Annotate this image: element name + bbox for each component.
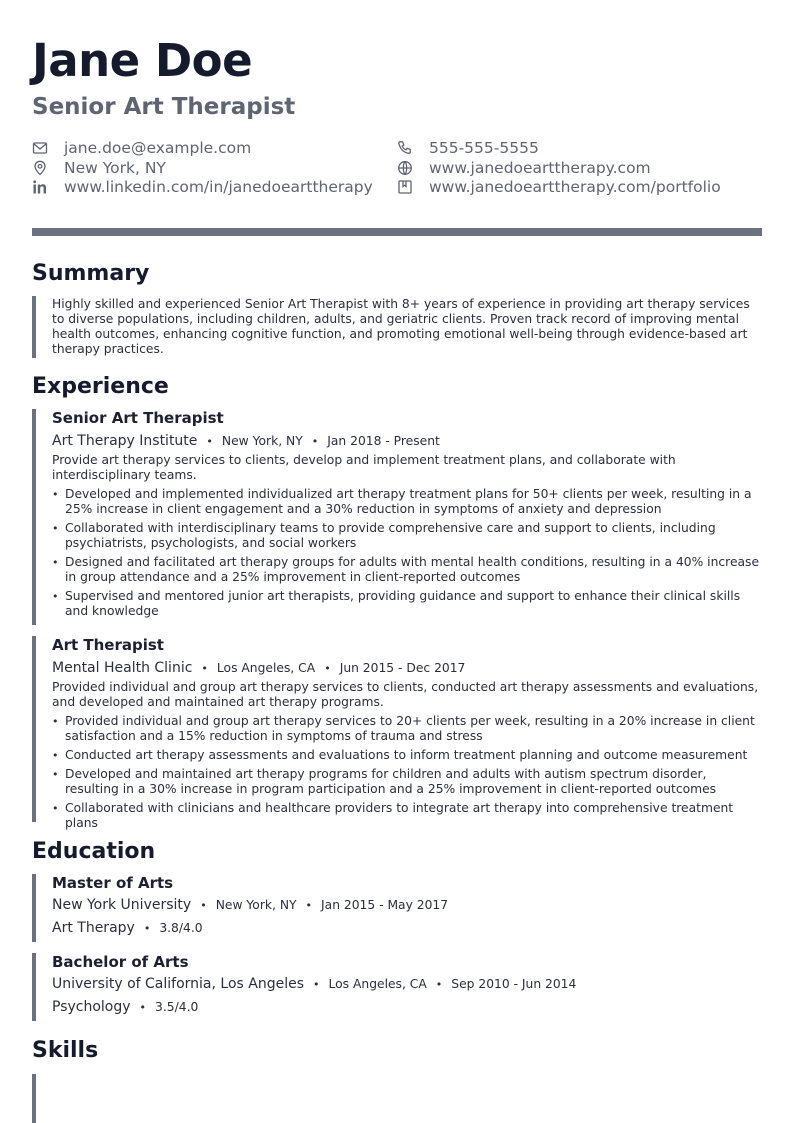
mail-icon (32, 140, 48, 156)
phone-text[interactable]: 555-555-5555 (429, 138, 539, 157)
list-item: • Collaborated with interdisciplinary teams to provide comprehensive care and support to clients, including psychiatrists, psychologists, and social workers (52, 521, 762, 551)
contact-portfolio[interactable] (397, 177, 721, 196)
job-location: New York, NY (221, 434, 303, 448)
school-location: New York, NY (215, 898, 297, 912)
website-text[interactable]: www.janedoearttherapy.com (429, 158, 651, 177)
job-description: Provided individual and group art therapy services to clients, conducted art therapy assessments and evaluations, and developed and maintained art therapy programs. (52, 680, 759, 709)
separator-dot: • (206, 435, 213, 448)
list-item: • Developed and implemented individualized art therapy treatment plans for 50+ clients per week, resulting in a 25% increase in client engagement and a 30% reduction in symptoms of anxiety and depression (52, 487, 762, 517)
field-of-study: Psychology (52, 999, 131, 1015)
contact-location (32, 158, 166, 177)
job-company: Mental Health Clinic (52, 660, 193, 676)
education-field-row (52, 998, 762, 1017)
list-item: • Designed and facilitated art therapy groups for adults with mental health conditions, resulting in a 40% increase in group attendance and a 25% improvement in client-reported outcomes (52, 555, 762, 585)
candidate-name: Jane Doe (32, 34, 253, 87)
list-item: • Developed and maintained art therapy programs for children and adults with autism spectrum disorder, resulting in a 30% increase in program participation and a 25% improvement in client-reported outcomes (52, 767, 762, 797)
separator-dot: • (200, 899, 207, 912)
job-title: Senior Art Therapist (52, 409, 224, 427)
list-item: • Conducted art therapy assessments and evaluations to inform treatment planning and outcome measurement (52, 748, 762, 763)
summary-text: Highly skilled and experienced Senior Art Therapist with 8+ years of experience in providing art therapy services to diverse populations, including children, adults, and geriatric clients. Proven track record of improving mental health outcomes, enhancing cognitive function, and promoting emotional well-being through evidence-based art therapy practices. (52, 297, 750, 356)
experience-entry (32, 636, 762, 830)
separator-dot: • (313, 978, 320, 991)
separator-dot: • (201, 662, 208, 675)
linkedin-icon (32, 179, 48, 195)
portfolio-icon (397, 179, 413, 195)
school-name: New York University (52, 897, 192, 913)
separator-dot: • (311, 435, 319, 448)
separator-dot: • (324, 662, 331, 675)
email-text[interactable]: jane.doe@example.com (64, 138, 252, 157)
separator-dot: • (305, 899, 313, 912)
globe-icon (397, 160, 413, 176)
list-item: • Supervised and mentored junior art therapists, providing guidance and support to enhance their clinical skills and knowledge (52, 589, 762, 619)
job-achievements (52, 714, 762, 831)
job-location: Los Angeles, CA (216, 661, 316, 675)
separator-dot: • (143, 922, 151, 935)
phone-icon (397, 140, 413, 156)
skills-heading: Skills (32, 1038, 99, 1063)
job-achievements (52, 487, 762, 619)
education-dates: Sep 2010 - Jun 2014 (451, 977, 577, 991)
job-description: Provide art therapy services to clients, develop and implement treatment plans, and collaborate with interdisciplinary teams. (52, 453, 676, 482)
field-of-study: Art Therapy (52, 920, 135, 936)
education-meta (52, 896, 762, 915)
education-field-row (52, 919, 762, 938)
contact-website[interactable] (397, 158, 651, 177)
gpa: 3.8/4.0 (159, 921, 203, 935)
list-item: • Collaborated with clinicians and healthcare providers to integrate art therapy into comprehensive treatment plans (52, 801, 762, 831)
degree-title: Bachelor of Arts (52, 953, 189, 971)
job-dates: Jan 2018 - Present (327, 434, 440, 448)
summary-heading: Summary (32, 261, 150, 286)
candidate-title: Senior Art Therapist (32, 94, 296, 120)
map-pin-icon (32, 160, 48, 176)
location-text: New York, NY (64, 158, 166, 177)
education-dates: Jan 2015 - May 2017 (321, 898, 449, 912)
linkedin-text[interactable]: www.linkedin.com/in/janedoearttherapy (64, 177, 373, 196)
experience-entry (32, 409, 762, 625)
experience-heading: Experience (32, 374, 169, 399)
portfolio-text[interactable]: www.janedoearttherapy.com/portfolio (429, 177, 721, 196)
separator-dot: • (139, 1001, 147, 1014)
contact-linkedin[interactable] (32, 177, 373, 196)
job-meta (52, 432, 762, 451)
summary-block (32, 296, 762, 358)
education-entry (32, 874, 762, 942)
job-company: Art Therapy Institute (52, 433, 198, 449)
list-item: • Provided individual and group art therapy services to 20+ clients per week, resulting in a 20% increase in client satisfaction and a 15% reduction in symptoms of trauma and stress (52, 714, 762, 744)
school-location: Los Angeles, CA (328, 977, 427, 991)
degree-title: Master of Arts (52, 874, 174, 892)
job-title: Art Therapist (52, 636, 164, 654)
job-meta (52, 659, 762, 678)
contact-email[interactable] (32, 138, 251, 157)
header-divider (32, 228, 762, 236)
education-heading: Education (32, 839, 156, 864)
contact-phone[interactable] (397, 138, 539, 157)
gpa: 3.5/4.0 (155, 1000, 199, 1014)
school-name: University of California, Los Angeles (52, 976, 305, 992)
education-entry (32, 953, 762, 1021)
job-dates: Jun 2015 - Dec 2017 (339, 661, 466, 675)
separator-dot: • (435, 978, 443, 991)
education-meta (52, 975, 762, 994)
skills-block (32, 1074, 762, 1123)
